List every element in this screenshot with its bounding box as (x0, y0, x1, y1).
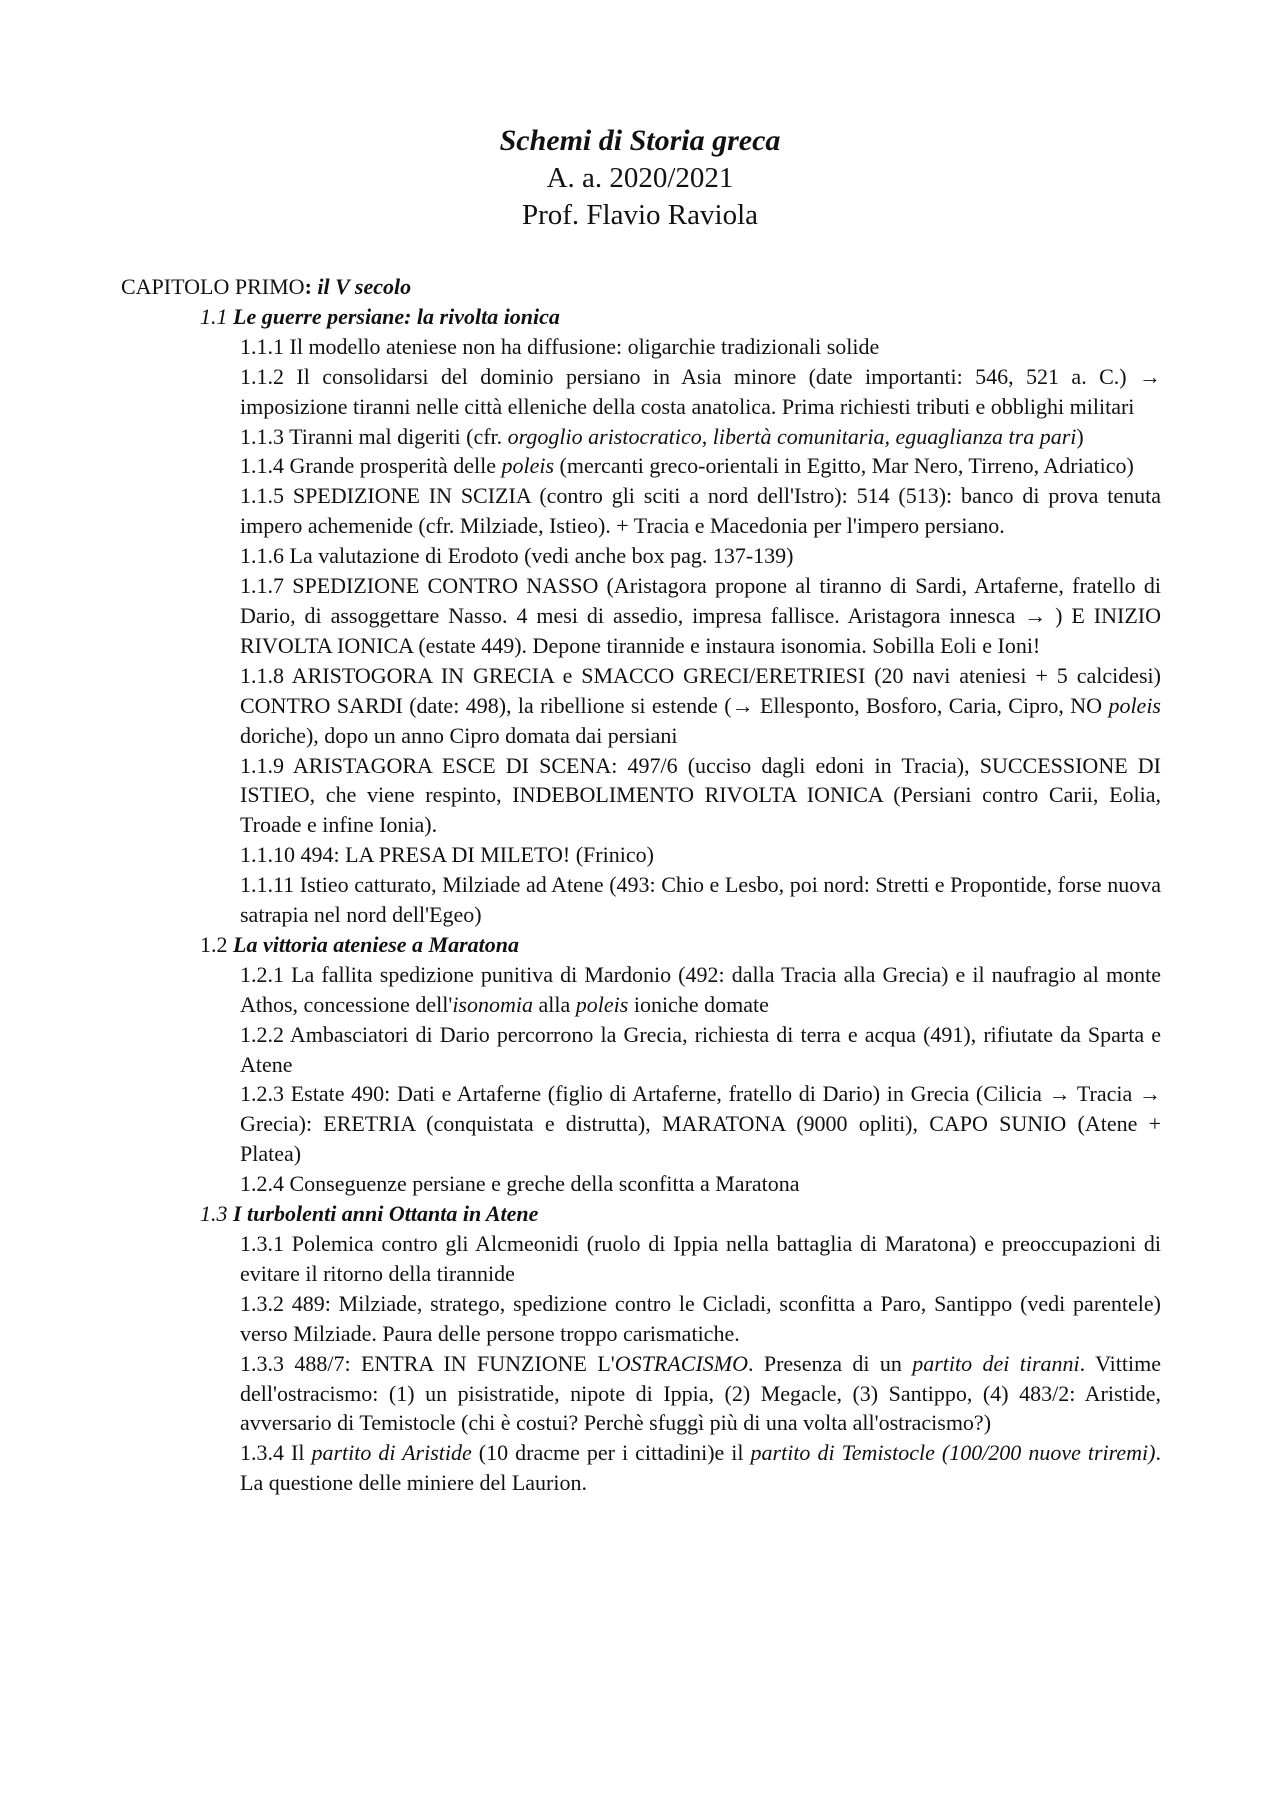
item-text-italic: partito di Aristide (311, 1440, 472, 1466)
section-number: 1.1 (200, 303, 233, 329)
item-text: 1.2.2 Ambasciatori di Dario percorrono la Grecia, richiesta di terra e acqua (491), rifiutate da Sparta e Atene (240, 1021, 1161, 1077)
outline-item (240, 451, 1161, 481)
item-text: (10 dracme per i cittadini)e il (471, 1440, 751, 1466)
sections-container (121, 302, 1161, 1498)
item-text-italic: poleis (501, 453, 555, 479)
item-text: 1.1.9 ARISTAGORA ESCE DI SCENA: 497/6 (ucciso dagli edoni in Tracia), SUCCESSIONE DI ISTIEO, che viene respinto, INDEBOLIMENTO RIVOLTA IONICA (Persiani contro Carii, Eolia, Troade e infine Ionia). (240, 752, 1161, 838)
item-text-italic: poleis (1108, 692, 1161, 718)
section-number: 1.3 (200, 1201, 233, 1227)
item-text: 1.1.6 La valutazione di Erodoto (vedi anche box pag. 137-139) (240, 543, 794, 569)
item-text: 1.2.1 La fallita spedizione punitiva di Mardonio (492: dalla Tracia alla Grecia) e il naufragio al monte Athos, concessione dell' (240, 961, 1161, 1017)
item-text: 1.1.8 ARISTOGORA IN GRECIA e SMACCO GRECI/ERETRIESI (20 navi ateniesi + 5 calcidesi) CONTRO SARDI (date: 498), la ribellione si estende (→ Ellesponto, Bosforo, Caria, Cipro, NO (240, 662, 1161, 718)
item-text: 1.3.2 489: Milziade, stratego, spedizione contro le Cicladi, sconfitta a Paro, Santippo (vedi parentele) verso Milziade. Paura delle persone troppo carismatiche. (240, 1290, 1161, 1346)
item-text: 1.1.4 Grande prosperità delle (240, 453, 502, 479)
item-text: 1.3.3 488/7: ENTRA IN FUNZIONE L' (240, 1350, 615, 1376)
outline-item (240, 1020, 1161, 1080)
outline-item (240, 1079, 1161, 1169)
item-text: alla (533, 991, 576, 1017)
academic-year: A. a. 2020/2021 (546, 162, 734, 194)
item-text: 1.3.1 Polemica contro gli Alcmeonidi (ruolo di Ippia nella battaglia di Maratona) e preoccupazioni di evitare il ritorno della tirannide (240, 1231, 1161, 1286)
item-text: ioniche domate (628, 991, 769, 1017)
chapter-heading (121, 272, 1161, 302)
item-text: 1.1.7 SPEDIZIONE CONTRO NASSO (Aristagora propone al tiranno di Sardi, Artaferne, fratello di Dario, di assoggettare Nasso. 4 mesi di assedio, impresa fallisce. Aristagora innesca → ) E INIZIO RIVOLTA IONICA (estate 449). Depone tirannide e instaura isonomia. Sobilla Eoli e Ioni! (240, 573, 1161, 658)
outline-item (240, 422, 1161, 452)
section-heading (200, 302, 1161, 332)
item-text: (mercanti greco-orientali in Egitto, Mar Nero, Tirreno, Adriatico) (554, 453, 1134, 479)
outline-item (240, 870, 1161, 930)
item-text-italic: partito di Temistocle (100/200 nuove triremi) (750, 1440, 1156, 1466)
professor-name: Prof. Flavio Raviola (521, 199, 758, 231)
item-text: 1.1.10 494: LA PRESA DI MILETO! (Frinico) (240, 842, 654, 868)
item-text-italic: poleis (575, 991, 629, 1017)
item-text: . Vittime dell'ostracismo: (1) un pisistratide, nipote di Ippia, (2) Megacle, (3) Santippo, (4) 483/2: Aristide, avversario di Temistocle (chi è costui? Perchè sfuggì più di una volta all'ostracismo?) (240, 1350, 1161, 1436)
item-text: 1.2.4 Conseguenze persiane e greche della sconfitta a Maratona (240, 1171, 800, 1197)
outline-item (240, 1289, 1161, 1349)
outline-item (240, 481, 1161, 541)
item-text: 1.1.11 Istieo catturato, Milziade ad Atene (493: Chio e Lesbo, poi nord: Stretti e Propontide, forse nuova satrapia nel nord dell'Egeo) (240, 872, 1161, 928)
outline-item (240, 960, 1161, 1020)
item-text-italic: partito dei tiranni (912, 1350, 1080, 1376)
item-text-italic: isonomia (452, 991, 533, 1017)
outline-item (240, 1169, 1161, 1199)
outline-item (240, 661, 1161, 751)
item-text: ) (1076, 423, 1084, 449)
outline-item (240, 332, 1161, 362)
section-title: I turbolenti anni Ottanta in Atene (233, 1201, 539, 1227)
outline-item (240, 362, 1161, 422)
chapter-title: il V secolo (317, 274, 412, 299)
title-block (0, 122, 1280, 234)
item-text: 1.1.5 SPEDIZIONE IN SCIZIA (contro gli sciti a nord dell'Istro): 514 (513): banco di prova tenuta impero achemenide (cfr. Milziade, Istieo). + Tracia e Macedonia per l'impero persiano. (240, 483, 1161, 539)
section-title: Le guerre persiane: la rivolta ionica (233, 303, 560, 329)
section-title: La vittoria ateniese a Maratona (233, 931, 519, 957)
chapter-label: CAPITOLO PRIMO (121, 274, 305, 299)
item-text: doriche), dopo un anno Cipro domata dai persiani (240, 722, 678, 748)
chapter-colon: : (304, 274, 318, 299)
section-number: 1.2 (200, 931, 233, 957)
item-text: 1.2.3 Estate 490: Dati e Artaferne (figlio di Artaferne, fratello di Dario) in Grecia (Cilicia → Tracia → Grecia): ERETRIA (conquistata e distrutta), MARATONA (9000 opliti), CAPO SUNIO (Atene + Platea) (240, 1081, 1161, 1167)
item-text: 1.1.1 Il modello ateniese non ha diffusione: oligarchie tradizionali solide (240, 333, 880, 359)
outline-item (240, 541, 1161, 571)
outline-item (240, 840, 1161, 870)
outline-item (240, 1349, 1161, 1439)
item-text-italic: OSTRACISMO (614, 1350, 748, 1376)
outline-item (240, 1229, 1161, 1289)
section-heading (200, 930, 1161, 960)
document-body (121, 272, 1161, 1498)
item-text: 1.1.3 Tiranni mal digeriti (cfr. (240, 423, 508, 449)
outline-item (240, 751, 1161, 841)
section-heading (200, 1199, 1161, 1229)
item-text: . Presenza di un (747, 1350, 913, 1376)
document-title: Schemi di Storia greca (499, 124, 781, 157)
item-text: 1.1.2 Il consolidarsi del dominio persiano in Asia minore (date importanti: 546, 521 a. C.) → imposizione tiranni nelle città elleniche della costa anatolica. Prima richiesti tributi e obblighi militari (240, 363, 1161, 419)
item-text-italic: orgoglio aristocratico, libertà comunitaria, eguaglianza tra pari (507, 423, 1077, 449)
outline-item (240, 571, 1161, 661)
outline-item (240, 1438, 1161, 1498)
item-text: 1.3.4 Il (240, 1440, 312, 1466)
item-text: . La questione delle miniere del Laurion. (240, 1440, 1161, 1496)
